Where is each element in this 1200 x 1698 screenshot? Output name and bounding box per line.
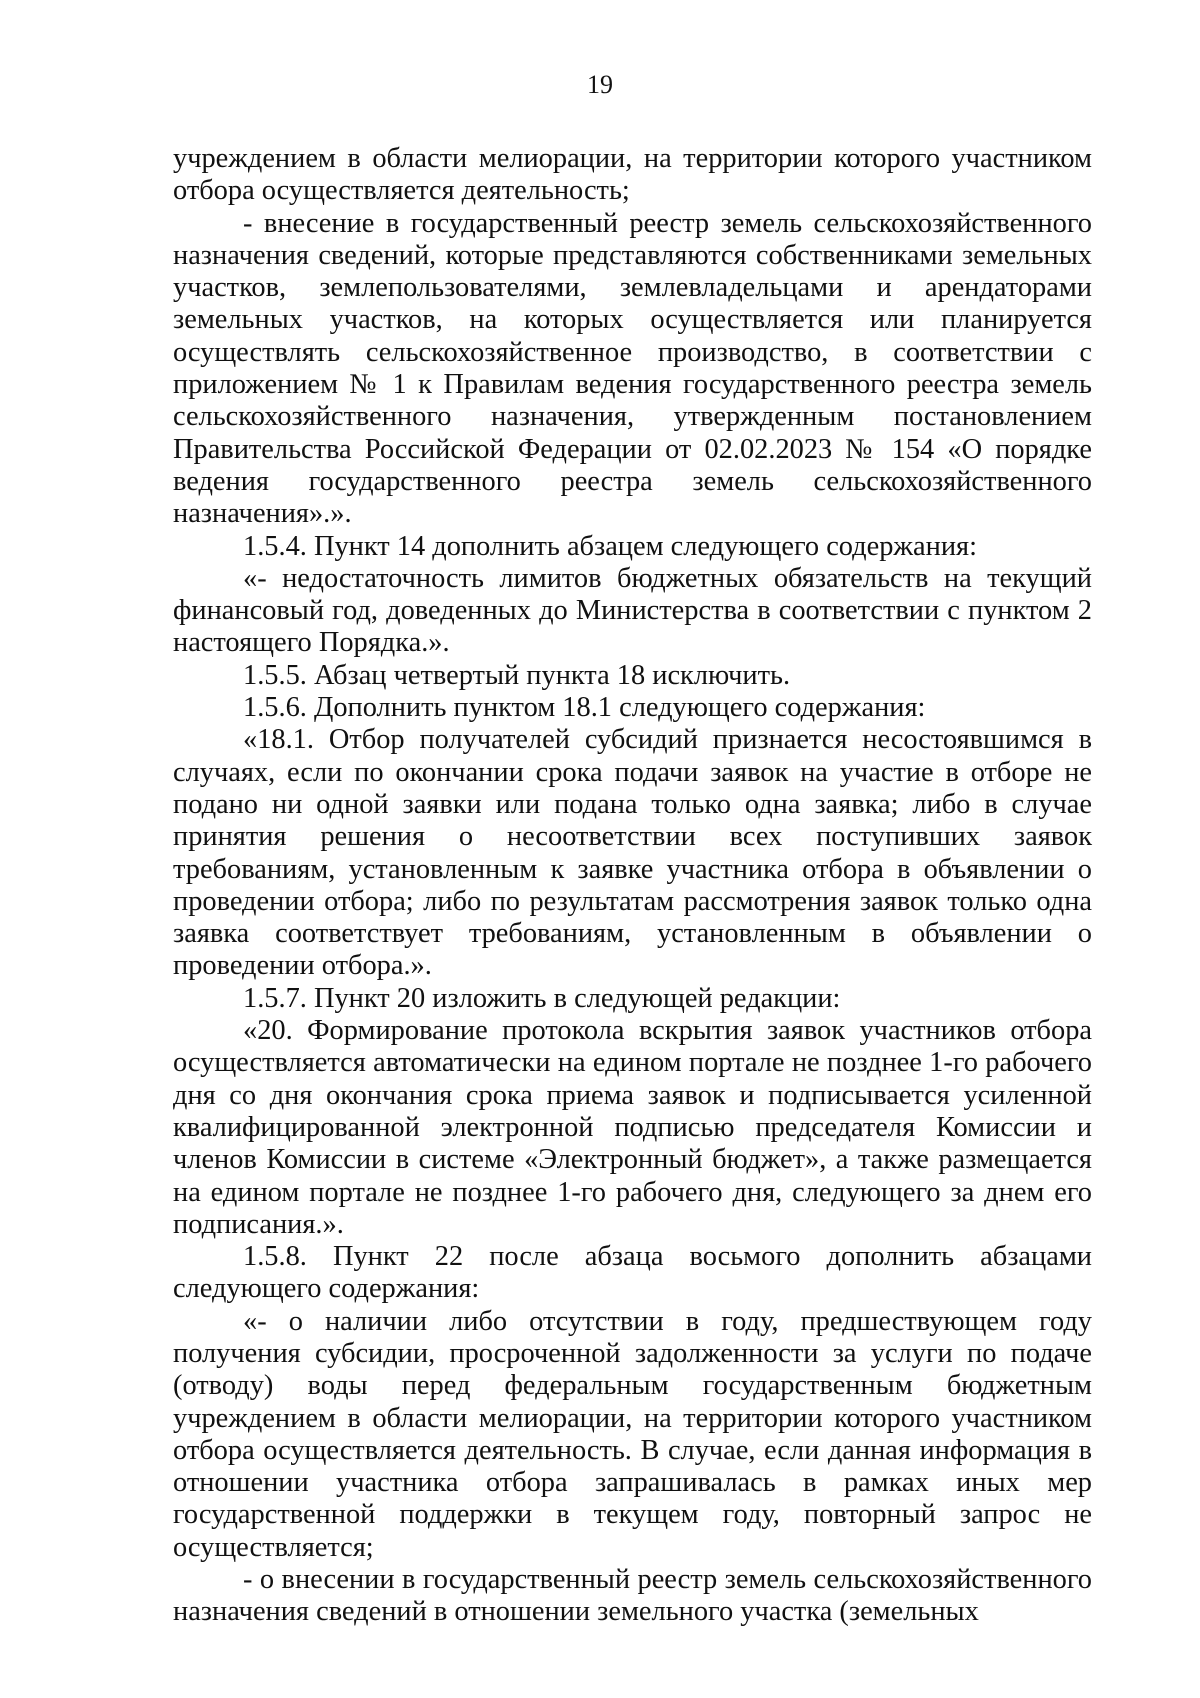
page-number: 19: [587, 70, 613, 99]
paragraph: 1.5.7. Пункт 20 изложить в следующей редакции:: [243, 982, 841, 1014]
paragraph: 1.5.4. Пункт 14 дополнить абзацем следующего содержания:: [243, 530, 977, 562]
paragraph: - о внесении в государственный реестр земель сельскохозяйственного назначения сведений в отношении земельного участка (земельных: [173, 1564, 1092, 1628]
paragraph: - внесение в государственный реестр земель сельскохозяйственного назначения сведений, которые представляются собственниками земельных участков, землепользователями, землевладельцами и арендаторами земельных участков, на которых осуществляется или планируется осуществлять сельскохозяйственное производство, в соответствии с приложением № 1 к Правилам ведения государственного реестра земель сельскохозяйственного назначения, утвержденным постановлением Правительства Российской Федерации от 02.02.2023 № 154 «О порядке ведения государственного реестра земель сельскохозяйственного назначения».».: [173, 207, 1092, 530]
paragraph: «18.1. Отбор получателей субсидий признается несостоявшимся в случаях, если по окончании срока подачи заявок на участие в отборе не подано ни одной заявки или подана только одна заявка; либо в случае принятия решения о несоответствии всех поступивших заявок требованиям, установленным к заявке участника отбора в объявлении о проведении отбора; либо по результатам рассмотрения заявок только одна заявка соответствует требованиям, установленным в объявлении о проведении отбора.».: [173, 724, 1092, 982]
paragraph: учреждением в области мелиорации, на территории которого участником отбора осуществляется деятельность;: [173, 143, 1092, 207]
paragraph: «20. Формирование протокола вскрытия заявок участников отбора осуществляется автоматически на едином портале не позднее 1-го рабочего дня со дня окончания срока приема заявок и подписывается усиленной квалифицированной электронной подписью председателя Комиссии и членов Комиссии в системе «Электронный бюджет», а также размещается на едином портале не позднее 1-го рабочего дня, следующего за днем его подписания.».: [173, 1015, 1092, 1240]
paragraph: «- недостаточность лимитов бюджетных обязательств на текущий финансовый год, доведенных до Министерства в соответствии с пунктом 2 настоящего Порядка.».: [173, 562, 1092, 659]
paragraph: «- о наличии либо отсутствии в году, предшествующем году получения субсидии, просроченной задолженности за услуги по подаче (отводу) воды перед федеральным государственным бюджетным учреждением в области мелиорации, на территории которого участником отбора осуществляется деятельность. В случае, если данная информация в отношении участника отбора запрашивалась в рамках иных мер государственной поддержки в текущем году, повторный запрос не осуществляется;: [173, 1305, 1092, 1563]
paragraph: 1.5.6. Дополнить пунктом 18.1 следующего содержания:: [243, 692, 926, 724]
paragraph: 1.5.8. Пункт 22 после абзаца восьмого дополнить абзацами следующего содержания:: [173, 1241, 1092, 1305]
paragraph: 1.5.5. Абзац четвертый пункта 18 исключить.: [243, 659, 791, 691]
document-body: [173, 143, 1092, 1629]
